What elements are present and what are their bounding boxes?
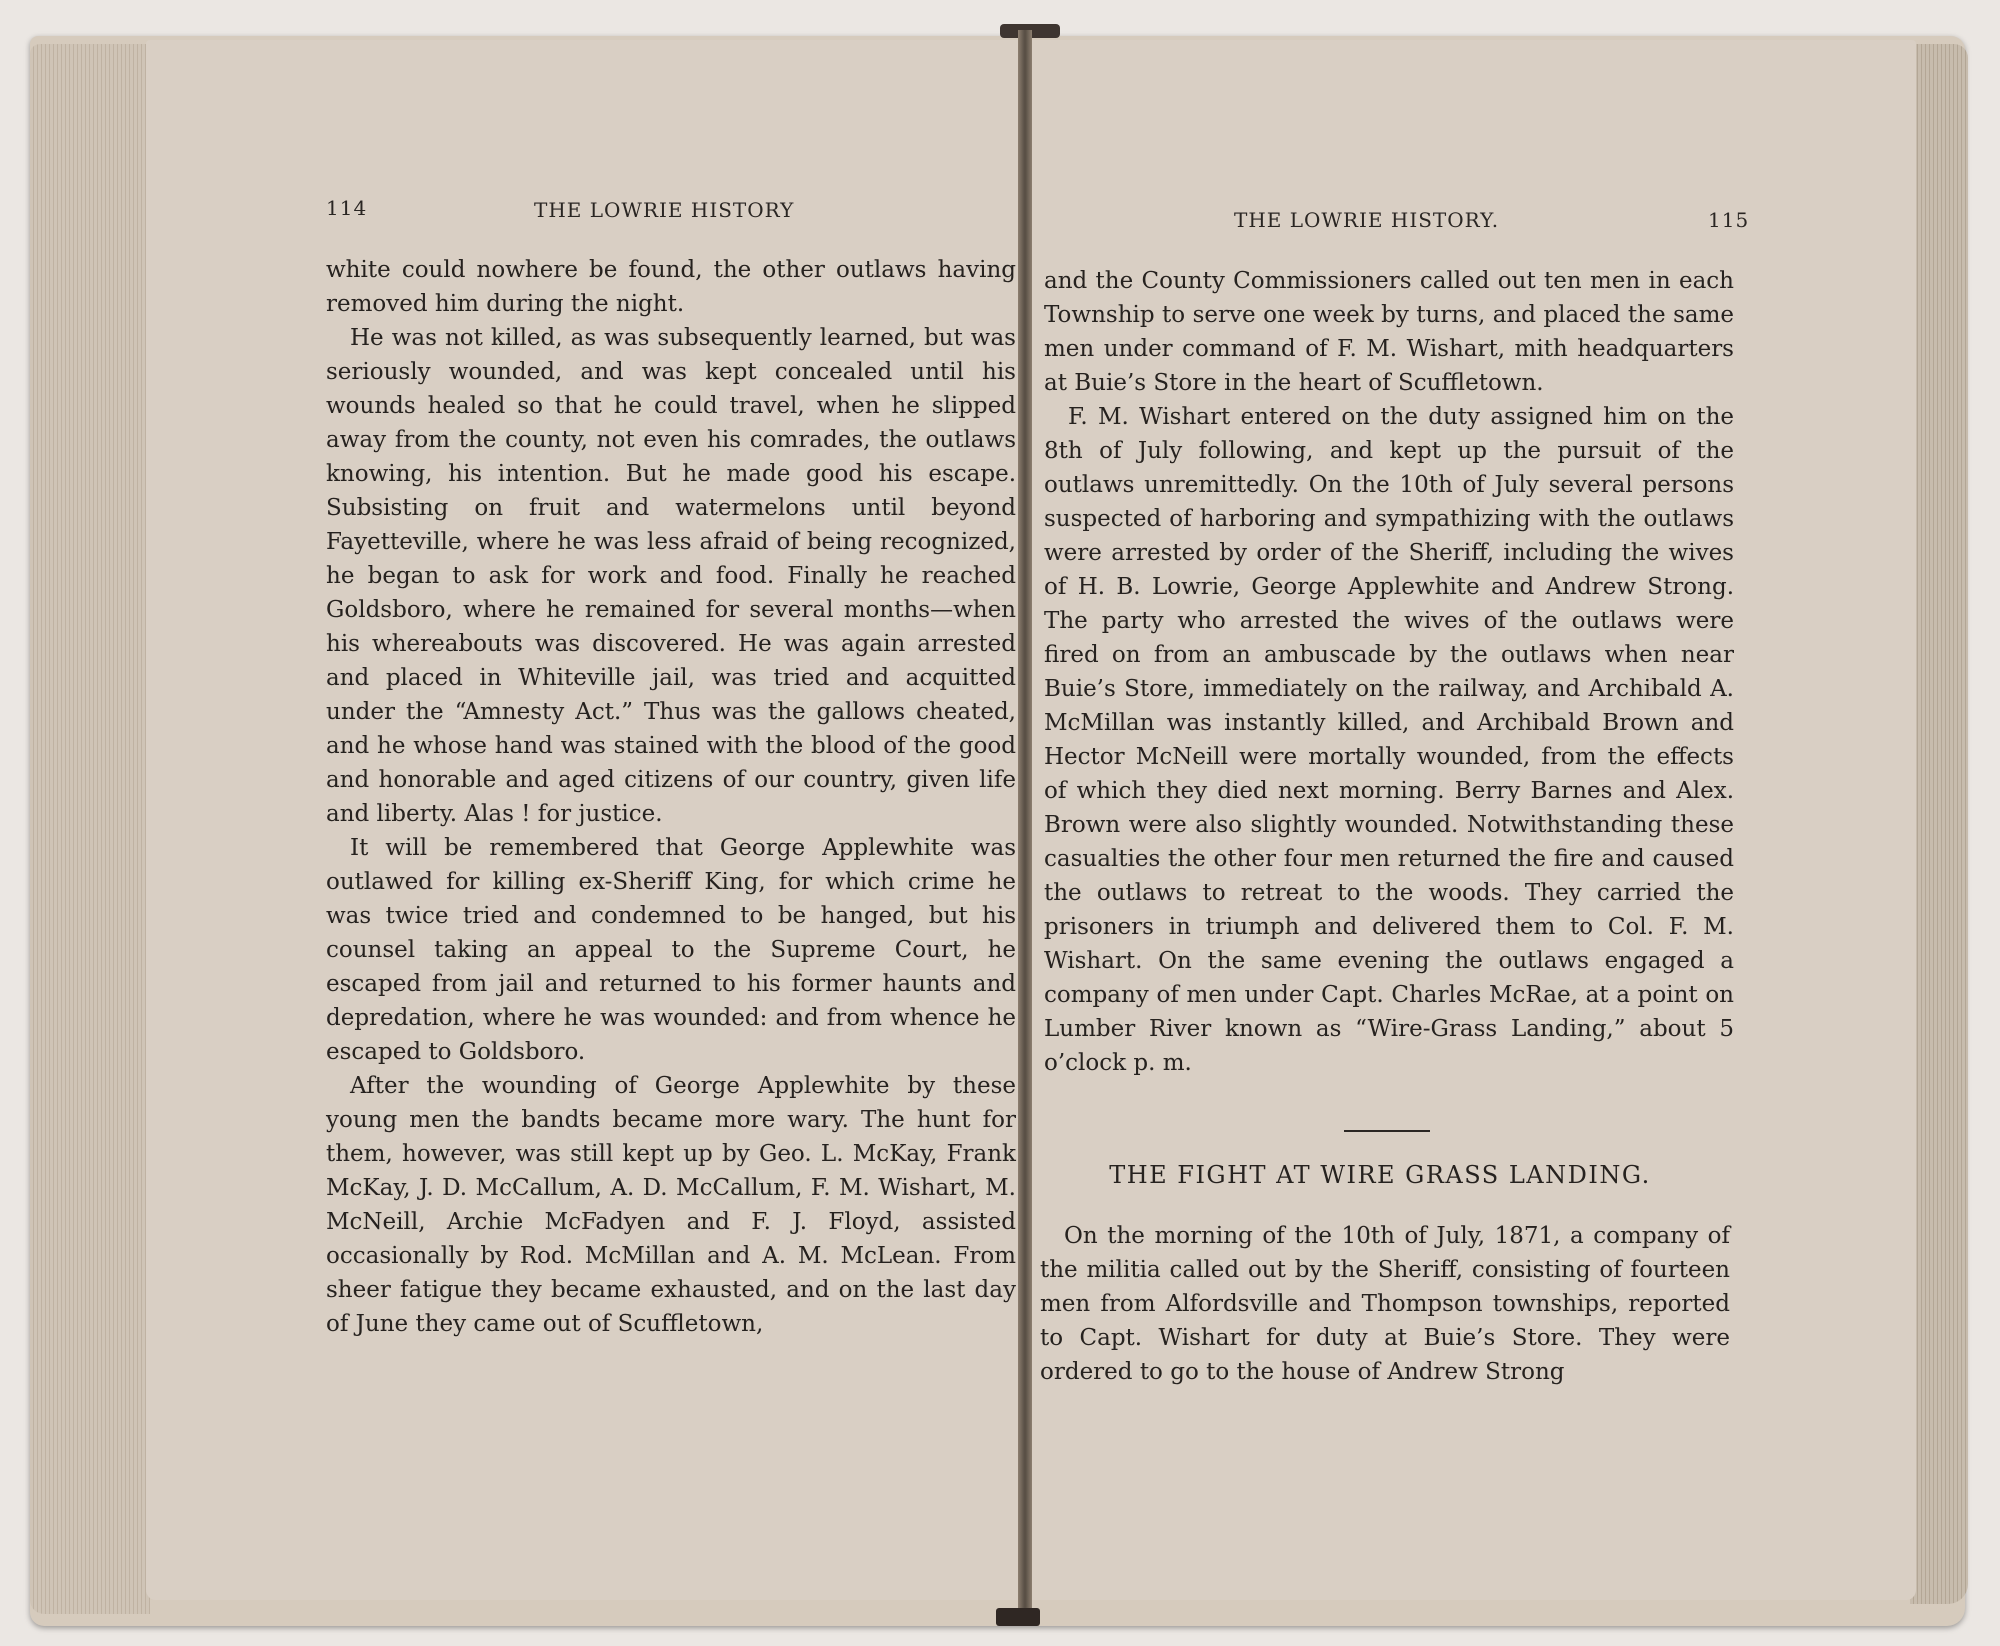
left-running-head: THE LOWRIE HISTORY (534, 198, 795, 222)
right-running-head: THE LOWRIE HISTORY. (1234, 208, 1500, 232)
book-gutter (1018, 30, 1032, 1620)
paragraph: After the wounding of George Applewhite by these young men the bandts became more wary. The hunt for them, however, was still kept up by Geo. L. McKay, Frank McKay, J. D. McCallum, A. D. McCallum, F. M. Wishart, M. McNeill, Archie McFadyen and F. J. Floyd, assisted occasionally by Rod. McMillan and A. M. McLean. From sheer fatigue they became exhausted, and on the last day of June they came out of Scuffletown, (326, 1073, 1016, 1337)
page-edges-left (30, 44, 150, 1614)
section-divider (1344, 1130, 1430, 1132)
spine-bottom (996, 1608, 1040, 1626)
left-text-column (326, 253, 1016, 1341)
paragraph: He was not killed, as was subsequently learned, but was seriously wounded, and was kept concealed until his wounds healed so that he could travel, when he slipped away from the county, not even his comrades, the outlaws knowing, his intention. But he made good his escape. Subsisting on fruit and watermelons until beyond Fayetteville, where he was less afraid of being recognized, he began to ask for work and food. Finally he reached Goldsboro, where he remained for several months—when his whereabouts was discovered. He was again arrested and placed in Whiteville jail, was tried and acquitted under the “Amnesty Act.” Thus was the gallows cheated, and he whose hand was stained with the blood of the good and honorable and aged citizens of our country, given life and liberty. Alas ! for justice. (326, 325, 1016, 827)
right-text-column (1044, 264, 1734, 1080)
paragraph: and the County Commissioners called out ten men in each Township to serve one week by turns, and placed the same men under command of F. M. Wishart, mith headquarters at Buie’s Store in the heart of Scuffletown. (1044, 268, 1734, 396)
right-section-text (1040, 1219, 1730, 1389)
paragraph: On the morning of the 10th of July, 1871, a company of the militia called out by the Sheriff, consisting of fourteen men from Alfordsville and Thompson townships, reported to Capt. Wishart for duty at Buie’s Store. They were ordered to go to the house of Andrew Strong (1040, 1223, 1730, 1385)
paragraph: It will be remembered that George Applewhite was outlawed for killing ex-Sheriff King, for which crime he was twice tried and condemned to be hanged, but his counsel taking an appeal to the Supreme Court, he escaped from jail and returned to his former haunts and depredation, where he was wounded: and from whence he escaped to Goldsboro. (326, 835, 1016, 1065)
page-edges-right (1910, 44, 1968, 1604)
paragraph: white could nowhere be found, the other outlaws having removed him during the night. (326, 257, 1016, 317)
left-page-number: 114 (326, 196, 368, 220)
section-title: THE FIGHT AT WIRE GRASS LANDING. (1109, 1161, 1651, 1189)
right-page-number: 115 (1708, 208, 1750, 232)
paragraph: F. M. Wishart entered on the duty assigned him on the 8th of July following, and kept up the pursuit of the outlaws unremittedly. On the 10th of July several persons suspected of harboring and sympathizing with the outlaws were arrested by order of the Sheriff, including the wives of H. B. Lowrie, George Applewhite and Andrew Strong. The party who arrested the wives of the outlaws were fired on from an ambuscade by the outlaws when near Buie’s Store, immediately on the railway, and Archibald A. McMillan was instantly killed, and Archibald Brown and Hector McNeill were mortally wounded, from the effects of which they died next morning. Berry Barnes and Alex. Brown were also slightly wounded. Notwithstanding these casualties the other four men returned the fire and caused the outlaws to retreat to the woods. They carried the prisoners in triumph and delivered them to Col. F. M. Wishart. On the same evening the outlaws engaged a company of men under Capt. Charles McRae, at a point on Lumber River known as “Wire-Grass Landing,” about 5 o’clock p. m. (1044, 404, 1734, 1076)
